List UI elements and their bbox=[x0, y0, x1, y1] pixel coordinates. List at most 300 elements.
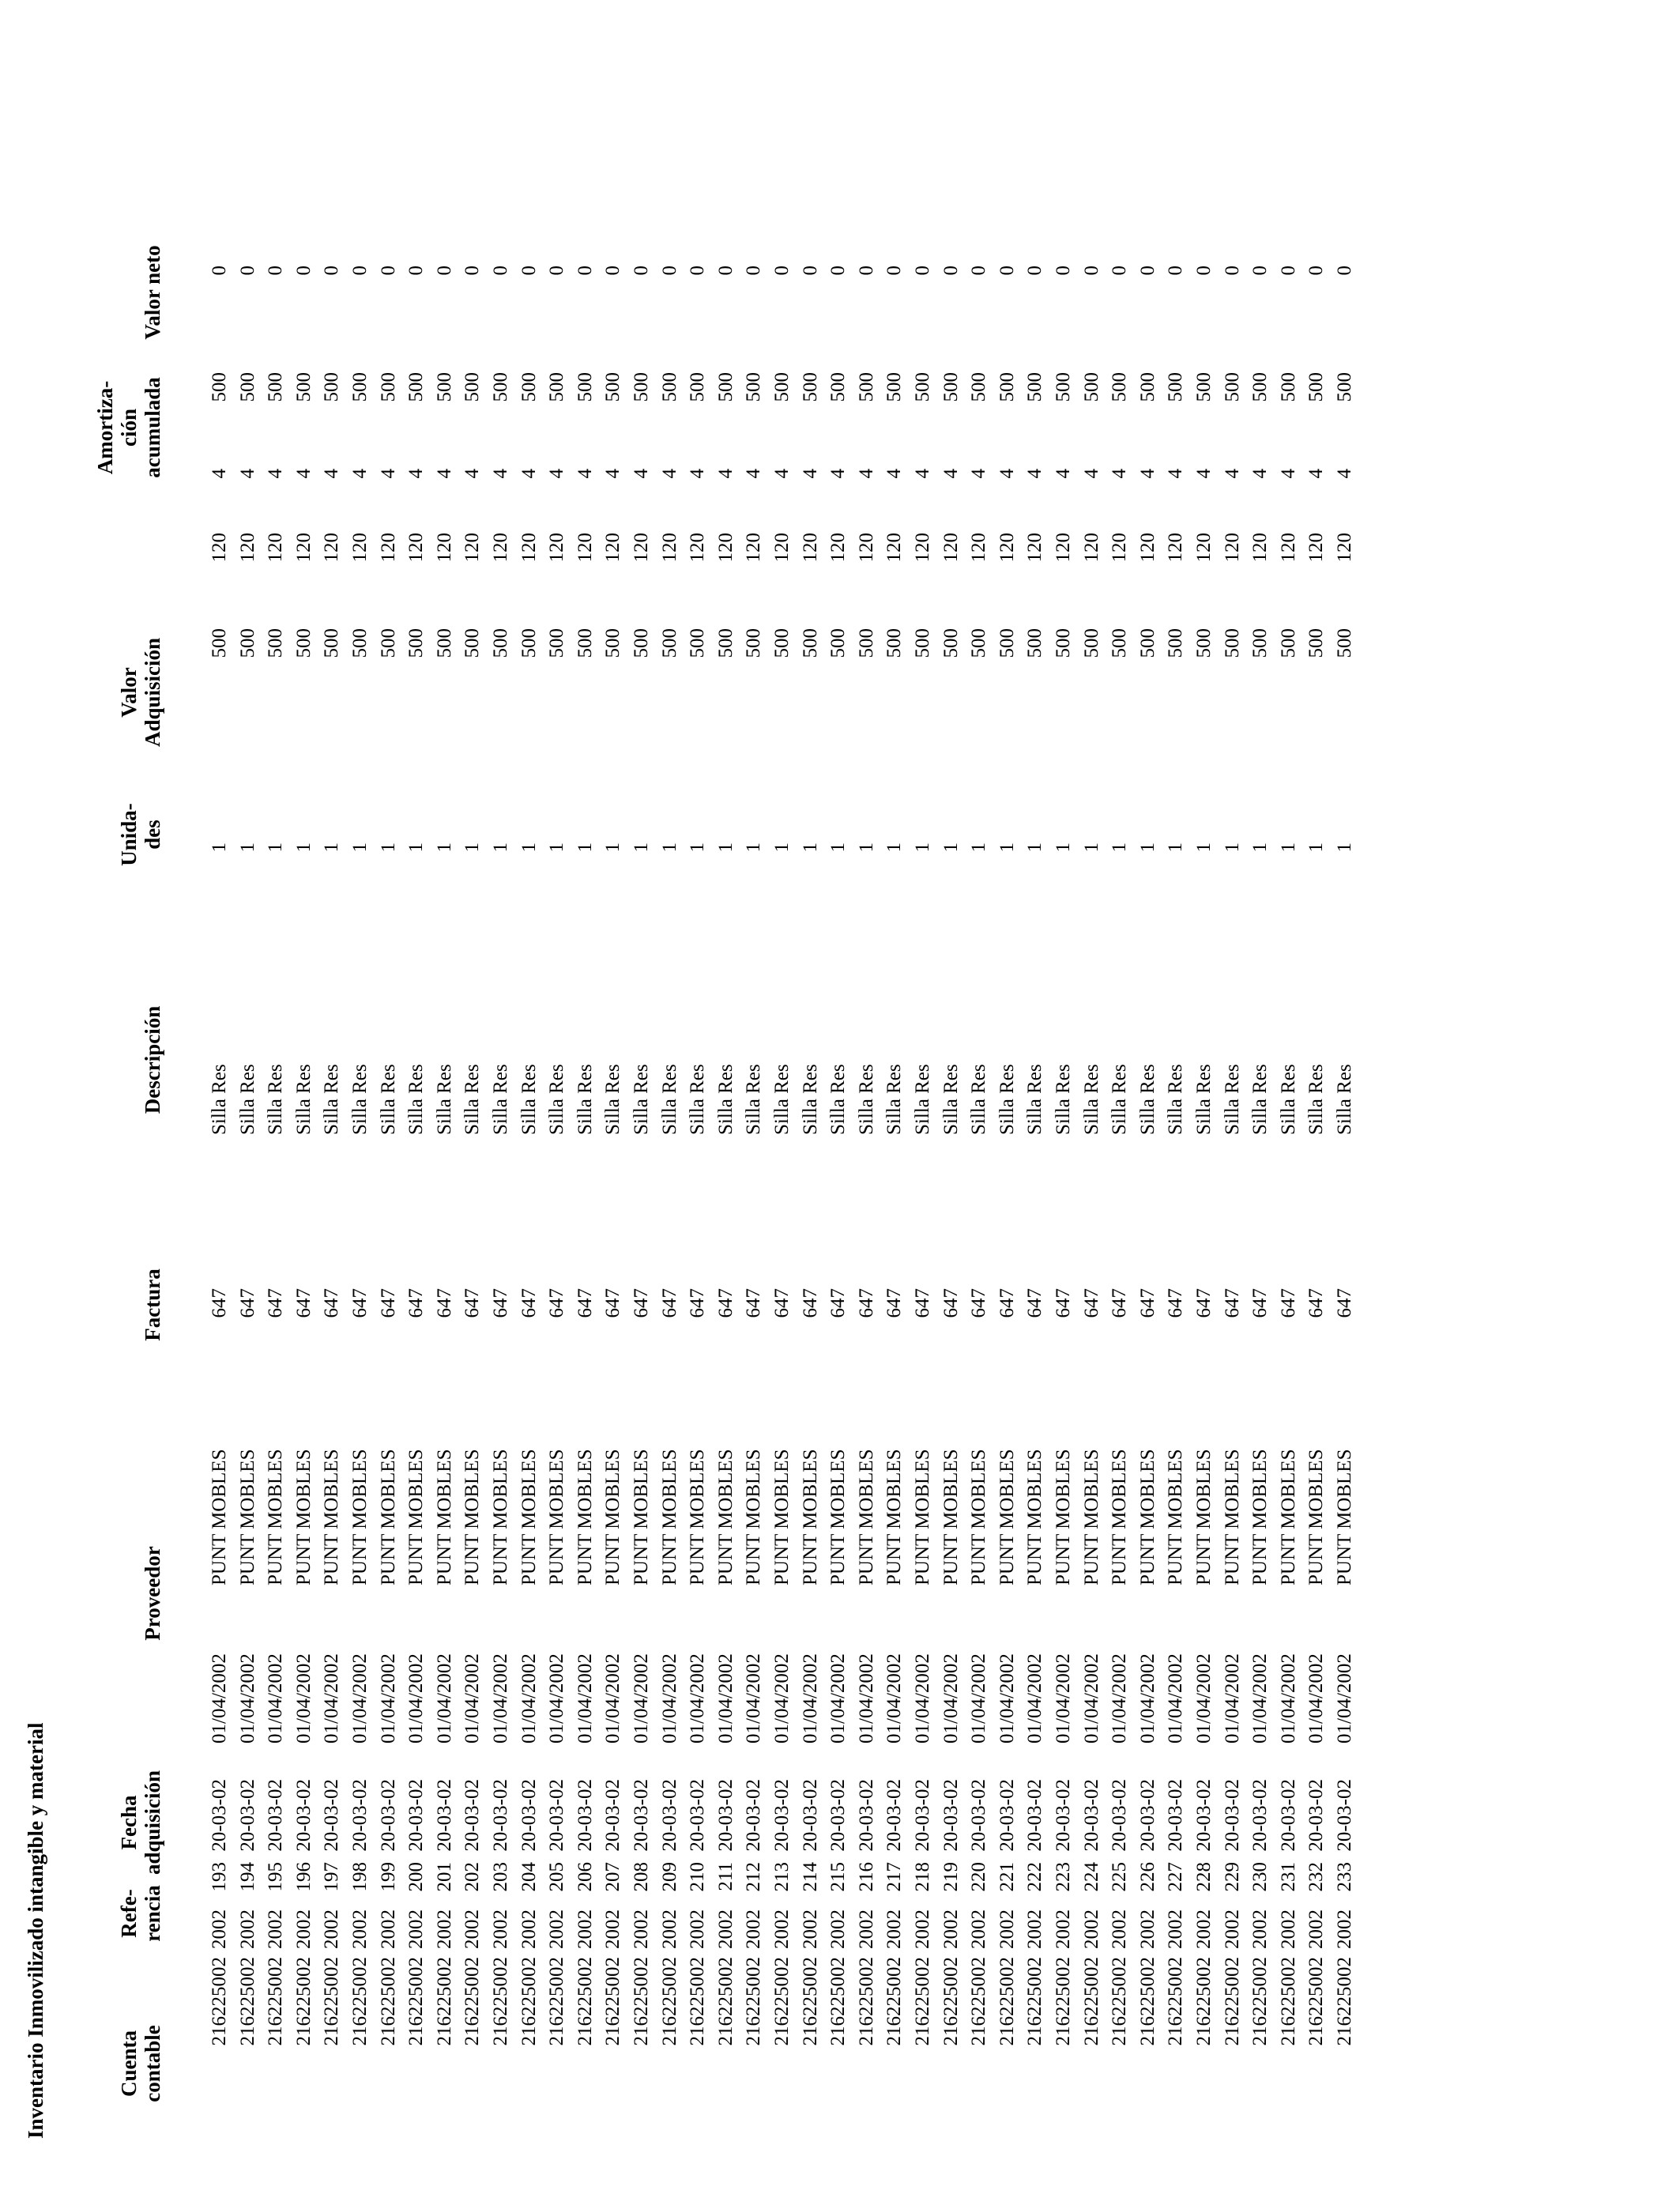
header-line: adquisición bbox=[141, 1770, 164, 1875]
cell-referencia: 227 bbox=[1165, 1862, 1187, 1892]
cell-anios: 4 bbox=[518, 469, 540, 479]
cell-proveedor: PUNT MOBLES bbox=[799, 1449, 821, 1585]
cell-factura: 647 bbox=[743, 1288, 765, 1318]
cell-vida-util: 120 bbox=[855, 533, 877, 563]
cell-anios: 4 bbox=[1193, 469, 1215, 479]
cell-fecha-adquisicion: 20-03-02 bbox=[1109, 1779, 1131, 1852]
cell-amortizacion: 500 bbox=[321, 372, 343, 402]
cell-fecha-factura: 01/04/2002 bbox=[490, 1653, 511, 1744]
cell-anio: 2002 bbox=[1305, 1909, 1328, 1949]
cell-proveedor: PUNT MOBLES bbox=[490, 1449, 511, 1585]
cell-amortizacion: 500 bbox=[687, 372, 709, 402]
cell-amortizacion: 500 bbox=[1053, 372, 1074, 402]
cell-factura: 647 bbox=[377, 1288, 399, 1318]
cell-cuenta: 216225002 bbox=[827, 1957, 849, 2046]
cell-fecha-factura: 01/04/2002 bbox=[631, 1653, 652, 1744]
cell-referencia: 217 bbox=[883, 1862, 906, 1892]
cell-fecha-adquisicion: 20-03-02 bbox=[743, 1779, 765, 1852]
cell-fecha-adquisicion: 20-03-02 bbox=[461, 1779, 484, 1852]
cell-anio: 2002 bbox=[349, 1909, 371, 1949]
cell-anios: 4 bbox=[405, 469, 428, 479]
cell-anio: 2002 bbox=[1024, 1909, 1046, 1949]
cell-cuenta: 216225002 bbox=[855, 1957, 877, 2046]
cell-valor-adquisicion: 500 bbox=[405, 628, 428, 658]
cell-fecha-adquisicion: 20-03-02 bbox=[799, 1779, 821, 1852]
cell-vida-util: 120 bbox=[1024, 533, 1046, 563]
cell-anio: 2002 bbox=[1334, 1909, 1355, 1949]
cell-valor-adquisicion: 500 bbox=[265, 628, 287, 658]
cell-fecha-factura: 01/04/2002 bbox=[1024, 1653, 1046, 1744]
cell-valor-neto: 0 bbox=[1024, 266, 1046, 276]
cell-cuenta: 216225002 bbox=[1277, 1957, 1299, 2046]
cell-proveedor: PUNT MOBLES bbox=[1109, 1449, 1131, 1585]
cell-unidades: 1 bbox=[321, 843, 343, 853]
cell-fecha-factura: 01/04/2002 bbox=[714, 1653, 736, 1744]
cell-unidades: 1 bbox=[574, 843, 596, 853]
cell-unidades: 1 bbox=[714, 843, 736, 853]
cell-unidades: 1 bbox=[771, 843, 793, 853]
cell-fecha-adquisicion: 20-03-02 bbox=[236, 1779, 258, 1852]
cell-vida-util: 120 bbox=[1136, 533, 1158, 563]
cell-descripcion: Silla Res bbox=[1249, 1064, 1271, 1135]
cell-factura: 647 bbox=[771, 1288, 793, 1318]
cell-proveedor: PUNT MOBLES bbox=[996, 1449, 1018, 1585]
cell-anios: 4 bbox=[799, 469, 821, 479]
cell-amortizacion: 500 bbox=[940, 372, 962, 402]
cell-unidades: 1 bbox=[855, 843, 877, 853]
cell-vida-util: 120 bbox=[714, 533, 736, 563]
cell-cuenta: 216225002 bbox=[1136, 1957, 1158, 2046]
cell-valor-adquisicion: 500 bbox=[1334, 628, 1355, 658]
cell-vida-util: 120 bbox=[1334, 533, 1355, 563]
header-line: contable bbox=[141, 2025, 164, 2102]
cell-descripcion: Silla Res bbox=[461, 1064, 484, 1135]
cell-anios: 4 bbox=[855, 469, 877, 479]
cell-unidades: 1 bbox=[1136, 843, 1158, 853]
cell-fecha-factura: 01/04/2002 bbox=[236, 1653, 258, 1744]
cell-proveedor: PUNT MOBLES bbox=[377, 1449, 399, 1585]
cell-vida-util: 120 bbox=[912, 533, 933, 563]
cell-anios: 4 bbox=[1277, 469, 1299, 479]
cell-factura: 647 bbox=[714, 1288, 736, 1318]
cell-anio: 2002 bbox=[687, 1909, 709, 1949]
cell-cuenta: 216225002 bbox=[461, 1957, 484, 2046]
cell-descripcion: Silla Res bbox=[771, 1064, 793, 1135]
cell-anios: 4 bbox=[771, 469, 793, 479]
cell-anios: 4 bbox=[1249, 469, 1271, 479]
cell-factura: 647 bbox=[1080, 1288, 1102, 1318]
cell-fecha-factura: 01/04/2002 bbox=[1193, 1653, 1215, 1744]
cell-valor-adquisicion: 500 bbox=[996, 628, 1018, 658]
cell-factura: 647 bbox=[321, 1288, 343, 1318]
cell-amortizacion: 500 bbox=[574, 372, 596, 402]
cell-descripcion: Silla Res bbox=[349, 1064, 371, 1135]
cell-descripcion: Silla Res bbox=[687, 1064, 709, 1135]
cell-valor-neto: 0 bbox=[602, 266, 624, 276]
cell-factura: 647 bbox=[349, 1288, 371, 1318]
cell-amortizacion: 500 bbox=[377, 372, 399, 402]
cell-descripcion: Silla Res bbox=[968, 1064, 990, 1135]
cell-cuenta: 216225002 bbox=[1053, 1957, 1074, 2046]
cell-valor-neto: 0 bbox=[292, 266, 315, 276]
cell-vida-util: 120 bbox=[602, 533, 624, 563]
cell-cuenta: 216225002 bbox=[433, 1957, 455, 2046]
cell-fecha-adquisicion: 20-03-02 bbox=[321, 1779, 343, 1852]
header-line: Valor neto bbox=[141, 245, 164, 340]
cell-referencia: 200 bbox=[405, 1862, 428, 1892]
cell-cuenta: 216225002 bbox=[209, 1957, 230, 2046]
cell-anios: 4 bbox=[377, 469, 399, 479]
cell-vida-util: 120 bbox=[996, 533, 1018, 563]
cell-anios: 4 bbox=[1080, 469, 1102, 479]
cell-descripcion: Silla Res bbox=[1334, 1064, 1355, 1135]
cell-proveedor: PUNT MOBLES bbox=[743, 1449, 765, 1585]
cell-anios: 4 bbox=[912, 469, 933, 479]
cell-anio: 2002 bbox=[771, 1909, 793, 1949]
cell-vida-util: 120 bbox=[1080, 533, 1102, 563]
cell-cuenta: 216225002 bbox=[490, 1957, 511, 2046]
cell-factura: 647 bbox=[461, 1288, 484, 1318]
cell-proveedor: PUNT MOBLES bbox=[631, 1449, 652, 1585]
header-line: Fecha bbox=[117, 1795, 141, 1850]
cell-fecha-adquisicion: 20-03-02 bbox=[771, 1779, 793, 1852]
cell-cuenta: 216225002 bbox=[968, 1957, 990, 2046]
cell-factura: 647 bbox=[292, 1288, 315, 1318]
cell-amortizacion: 500 bbox=[855, 372, 877, 402]
cell-anio: 2002 bbox=[377, 1909, 399, 1949]
cell-proveedor: PUNT MOBLES bbox=[1277, 1449, 1299, 1585]
cell-anios: 4 bbox=[292, 469, 315, 479]
cell-descripcion: Silla Res bbox=[236, 1064, 258, 1135]
cell-valor-adquisicion: 500 bbox=[968, 628, 990, 658]
header-line: Cuenta bbox=[117, 2030, 141, 2098]
cell-valor-adquisicion: 500 bbox=[940, 628, 962, 658]
cell-referencia: 211 bbox=[714, 1862, 736, 1891]
cell-valor-adquisicion: 500 bbox=[1277, 628, 1299, 658]
cell-cuenta: 216225002 bbox=[546, 1957, 568, 2046]
header-line: Descripción bbox=[141, 1005, 164, 1114]
header-line: Refe- bbox=[117, 1889, 141, 1938]
cell-amortizacion: 500 bbox=[461, 372, 484, 402]
cell-anios: 4 bbox=[349, 469, 371, 479]
cell-referencia: 225 bbox=[1109, 1862, 1131, 1892]
cell-anio: 2002 bbox=[912, 1909, 933, 1949]
cell-cuenta: 216225002 bbox=[1024, 1957, 1046, 2046]
cell-fecha-factura: 01/04/2002 bbox=[827, 1653, 849, 1744]
cell-referencia: 204 bbox=[518, 1862, 540, 1892]
cell-proveedor: PUNT MOBLES bbox=[405, 1449, 428, 1585]
cell-anio: 2002 bbox=[968, 1909, 990, 1949]
cell-valor-neto: 0 bbox=[349, 266, 371, 276]
cell-fecha-factura: 01/04/2002 bbox=[1249, 1653, 1271, 1744]
cell-factura: 647 bbox=[602, 1288, 624, 1318]
cell-descripcion: Silla Res bbox=[574, 1064, 596, 1135]
cell-amortizacion: 500 bbox=[743, 372, 765, 402]
cell-descripcion: Silla Res bbox=[631, 1064, 652, 1135]
cell-valor-adquisicion: 500 bbox=[490, 628, 511, 658]
cell-cuenta: 216225002 bbox=[799, 1957, 821, 2046]
cell-vida-util: 120 bbox=[518, 533, 540, 563]
cell-valor-adquisicion: 500 bbox=[912, 628, 933, 658]
cell-valor-neto: 0 bbox=[236, 266, 258, 276]
cell-unidades: 1 bbox=[1165, 843, 1187, 853]
cell-referencia: 210 bbox=[687, 1862, 709, 1892]
cell-factura: 647 bbox=[1334, 1288, 1355, 1318]
cell-descripcion: Silla Res bbox=[940, 1064, 962, 1135]
cell-valor-neto: 0 bbox=[209, 266, 230, 276]
cell-referencia: 212 bbox=[743, 1862, 765, 1892]
cell-anios: 4 bbox=[687, 469, 709, 479]
cell-fecha-factura: 01/04/2002 bbox=[996, 1653, 1018, 1744]
cell-unidades: 1 bbox=[996, 843, 1018, 853]
cell-anio: 2002 bbox=[827, 1909, 849, 1949]
cell-descripcion: Silla Res bbox=[321, 1064, 343, 1135]
cell-vida-util: 120 bbox=[687, 533, 709, 563]
cell-factura: 647 bbox=[687, 1288, 709, 1318]
cell-anio: 2002 bbox=[292, 1909, 315, 1949]
cell-vida-util: 120 bbox=[1109, 533, 1131, 563]
cell-proveedor: PUNT MOBLES bbox=[968, 1449, 990, 1585]
cell-factura: 647 bbox=[1024, 1288, 1046, 1318]
cell-unidades: 1 bbox=[433, 843, 455, 853]
cell-cuenta: 216225002 bbox=[1165, 1957, 1187, 2046]
cell-valor-adquisicion: 500 bbox=[209, 628, 230, 658]
cell-vida-util: 120 bbox=[321, 533, 343, 563]
cell-fecha-factura: 01/04/2002 bbox=[405, 1653, 428, 1744]
cell-proveedor: PUNT MOBLES bbox=[349, 1449, 371, 1585]
cell-unidades: 1 bbox=[912, 843, 933, 853]
cell-fecha-adquisicion: 20-03-02 bbox=[714, 1779, 736, 1852]
cell-valor-adquisicion: 500 bbox=[1305, 628, 1328, 658]
cell-fecha-adquisicion: 20-03-02 bbox=[687, 1779, 709, 1852]
header-line: Amortiza- bbox=[93, 380, 117, 475]
cell-descripcion: Silla Res bbox=[1109, 1064, 1131, 1135]
cell-fecha-factura: 01/04/2002 bbox=[1305, 1653, 1328, 1744]
cell-vida-util: 120 bbox=[883, 533, 906, 563]
cell-descripcion: Silla Res bbox=[714, 1064, 736, 1135]
cell-anios: 4 bbox=[602, 469, 624, 479]
cell-vida-util: 120 bbox=[940, 533, 962, 563]
cell-valor-neto: 0 bbox=[940, 266, 962, 276]
cell-amortizacion: 500 bbox=[714, 372, 736, 402]
cell-valor-neto: 0 bbox=[687, 266, 709, 276]
cell-descripcion: Silla Res bbox=[1193, 1064, 1215, 1135]
cell-unidades: 1 bbox=[602, 843, 624, 853]
cell-amortizacion: 500 bbox=[1334, 372, 1355, 402]
cell-anio: 2002 bbox=[461, 1909, 484, 1949]
cell-proveedor: PUNT MOBLES bbox=[1249, 1449, 1271, 1585]
cell-cuenta: 216225002 bbox=[518, 1957, 540, 2046]
cell-valor-neto: 0 bbox=[1193, 266, 1215, 276]
cell-valor-adquisicion: 500 bbox=[1249, 628, 1271, 658]
cell-cuenta: 216225002 bbox=[574, 1957, 596, 2046]
cell-valor-neto: 0 bbox=[405, 266, 428, 276]
cell-anios: 4 bbox=[968, 469, 990, 479]
cell-proveedor: PUNT MOBLES bbox=[461, 1449, 484, 1585]
cell-fecha-factura: 01/04/2002 bbox=[1109, 1653, 1131, 1744]
cell-valor-neto: 0 bbox=[883, 266, 906, 276]
header-line: Unida- bbox=[117, 803, 141, 866]
cell-proveedor: PUNT MOBLES bbox=[687, 1449, 709, 1585]
cell-descripcion: Silla Res bbox=[1221, 1064, 1243, 1135]
cell-amortizacion: 500 bbox=[1193, 372, 1215, 402]
cell-unidades: 1 bbox=[799, 843, 821, 853]
cell-vida-util: 120 bbox=[574, 533, 596, 563]
cell-fecha-adquisicion: 20-03-02 bbox=[602, 1779, 624, 1852]
cell-factura: 647 bbox=[265, 1288, 287, 1318]
cell-amortizacion: 500 bbox=[490, 372, 511, 402]
cell-factura: 647 bbox=[518, 1288, 540, 1318]
cell-factura: 647 bbox=[1305, 1288, 1328, 1318]
cell-anio: 2002 bbox=[855, 1909, 877, 1949]
cell-cuenta: 216225002 bbox=[1334, 1957, 1355, 2046]
cell-fecha-adquisicion: 20-03-02 bbox=[883, 1779, 906, 1852]
cell-fecha-factura: 01/04/2002 bbox=[1053, 1653, 1074, 1744]
cell-anio: 2002 bbox=[1165, 1909, 1187, 1949]
cell-proveedor: PUNT MOBLES bbox=[1024, 1449, 1046, 1585]
cell-vida-util: 120 bbox=[1221, 533, 1243, 563]
cell-cuenta: 216225002 bbox=[743, 1957, 765, 2046]
cell-unidades: 1 bbox=[546, 843, 568, 853]
cell-valor-neto: 0 bbox=[1109, 266, 1131, 276]
cell-factura: 647 bbox=[883, 1288, 906, 1318]
cell-valor-adquisicion: 500 bbox=[377, 628, 399, 658]
cell-valor-neto: 0 bbox=[1221, 266, 1243, 276]
cell-anios: 4 bbox=[714, 469, 736, 479]
cell-fecha-factura: 01/04/2002 bbox=[209, 1653, 230, 1744]
header-factura bbox=[141, 1186, 164, 1423]
cell-amortizacion: 500 bbox=[236, 372, 258, 402]
cell-cuenta: 216225002 bbox=[321, 1957, 343, 2046]
cell-fecha-adquisicion: 20-03-02 bbox=[1249, 1779, 1271, 1852]
cell-referencia: 197 bbox=[321, 1862, 343, 1892]
cell-fecha-adquisicion: 20-03-02 bbox=[1221, 1779, 1243, 1852]
cell-referencia: 198 bbox=[349, 1862, 371, 1892]
cell-unidades: 1 bbox=[1053, 843, 1074, 853]
cell-amortizacion: 500 bbox=[1221, 372, 1243, 402]
cell-unidades: 1 bbox=[461, 843, 484, 853]
cell-referencia: 228 bbox=[1193, 1862, 1215, 1892]
cell-amortizacion: 500 bbox=[631, 372, 652, 402]
header-descripcion bbox=[141, 941, 164, 1178]
header-line: Factura bbox=[141, 1269, 164, 1341]
cell-fecha-factura: 01/04/2002 bbox=[658, 1653, 680, 1744]
cell-fecha-factura: 01/04/2002 bbox=[461, 1653, 484, 1744]
cell-descripcion: Silla Res bbox=[265, 1064, 287, 1135]
cell-referencia: 218 bbox=[912, 1862, 933, 1892]
cell-vida-util: 120 bbox=[405, 533, 428, 563]
cell-referencia: 223 bbox=[1053, 1862, 1074, 1892]
cell-anios: 4 bbox=[1024, 469, 1046, 479]
cell-proveedor: PUNT MOBLES bbox=[714, 1449, 736, 1585]
cell-referencia: 220 bbox=[968, 1862, 990, 1892]
cell-referencia: 208 bbox=[631, 1862, 652, 1892]
cell-factura: 647 bbox=[855, 1288, 877, 1318]
cell-anios: 4 bbox=[1109, 469, 1131, 479]
cell-unidades: 1 bbox=[265, 843, 287, 853]
cell-valor-neto: 0 bbox=[658, 266, 680, 276]
cell-valor-adquisicion: 500 bbox=[714, 628, 736, 658]
cell-descripcion: Silla Res bbox=[827, 1064, 849, 1135]
cell-descripcion: Silla Res bbox=[912, 1064, 933, 1135]
cell-anio: 2002 bbox=[883, 1909, 906, 1949]
header-line: Proveedor bbox=[141, 1546, 164, 1641]
cell-fecha-adquisicion: 20-03-02 bbox=[433, 1779, 455, 1852]
cell-fecha-adquisicion: 20-03-02 bbox=[574, 1779, 596, 1852]
cell-proveedor: PUNT MOBLES bbox=[292, 1449, 315, 1585]
cell-descripcion: Silla Res bbox=[855, 1064, 877, 1135]
cell-referencia: 222 bbox=[1024, 1862, 1046, 1892]
cell-factura: 647 bbox=[658, 1288, 680, 1318]
cell-valor-neto: 0 bbox=[574, 266, 596, 276]
cell-amortizacion: 500 bbox=[602, 372, 624, 402]
cell-anios: 4 bbox=[883, 469, 906, 479]
cell-anios: 4 bbox=[1334, 469, 1355, 479]
cell-valor-adquisicion: 500 bbox=[1165, 628, 1187, 658]
cell-valor-adquisicion: 500 bbox=[631, 628, 652, 658]
cell-vida-util: 120 bbox=[546, 533, 568, 563]
cell-valor-adquisicion: 500 bbox=[771, 628, 793, 658]
cell-unidades: 1 bbox=[209, 843, 230, 853]
cell-factura: 647 bbox=[1277, 1288, 1299, 1318]
cell-factura: 647 bbox=[1053, 1288, 1074, 1318]
cell-vida-util: 120 bbox=[658, 533, 680, 563]
cell-vida-util: 120 bbox=[377, 533, 399, 563]
cell-anio: 2002 bbox=[490, 1909, 511, 1949]
cell-fecha-factura: 01/04/2002 bbox=[883, 1653, 906, 1744]
cell-vida-util: 120 bbox=[265, 533, 287, 563]
cell-valor-neto: 0 bbox=[1334, 266, 1355, 276]
cell-fecha-adquisicion: 20-03-02 bbox=[658, 1779, 680, 1852]
cell-referencia: 214 bbox=[799, 1862, 821, 1892]
cell-referencia: 206 bbox=[574, 1862, 596, 1892]
cell-factura: 647 bbox=[1109, 1288, 1131, 1318]
cell-fecha-adquisicion: 20-03-02 bbox=[827, 1779, 849, 1852]
cell-amortizacion: 500 bbox=[1136, 372, 1158, 402]
header-fecha-adquisicion bbox=[117, 1704, 164, 1941]
cell-referencia: 205 bbox=[546, 1862, 568, 1892]
cell-descripcion: Silla Res bbox=[883, 1064, 906, 1135]
cell-fecha-adquisicion: 20-03-02 bbox=[1136, 1779, 1158, 1852]
cell-anios: 4 bbox=[321, 469, 343, 479]
cell-factura: 647 bbox=[546, 1288, 568, 1318]
cell-vida-util: 120 bbox=[743, 533, 765, 563]
cell-anio: 2002 bbox=[518, 1909, 540, 1949]
cell-valor-neto: 0 bbox=[321, 266, 343, 276]
cell-unidades: 1 bbox=[1334, 843, 1355, 853]
cell-anio: 2002 bbox=[574, 1909, 596, 1949]
cell-vida-util: 120 bbox=[827, 533, 849, 563]
cell-factura: 647 bbox=[799, 1288, 821, 1318]
cell-anios: 4 bbox=[631, 469, 652, 479]
cell-proveedor: PUNT MOBLES bbox=[1334, 1449, 1355, 1585]
cell-proveedor: PUNT MOBLES bbox=[321, 1449, 343, 1585]
cell-anio: 2002 bbox=[1136, 1909, 1158, 1949]
cell-factura: 647 bbox=[1249, 1288, 1271, 1318]
cell-cuenta: 216225002 bbox=[1109, 1957, 1131, 2046]
cell-amortizacion: 500 bbox=[912, 372, 933, 402]
cell-referencia: 193 bbox=[209, 1862, 230, 1892]
cell-valor-neto: 0 bbox=[546, 266, 568, 276]
cell-anios: 4 bbox=[490, 469, 511, 479]
cell-referencia: 202 bbox=[461, 1862, 484, 1892]
cell-amortizacion: 500 bbox=[799, 372, 821, 402]
cell-referencia: 209 bbox=[658, 1862, 680, 1892]
cell-proveedor: PUNT MOBLES bbox=[518, 1449, 540, 1585]
cell-fecha-factura: 01/04/2002 bbox=[1136, 1653, 1158, 1744]
cell-descripcion: Silla Res bbox=[1053, 1064, 1074, 1135]
header-line: rencia bbox=[141, 1885, 164, 1942]
